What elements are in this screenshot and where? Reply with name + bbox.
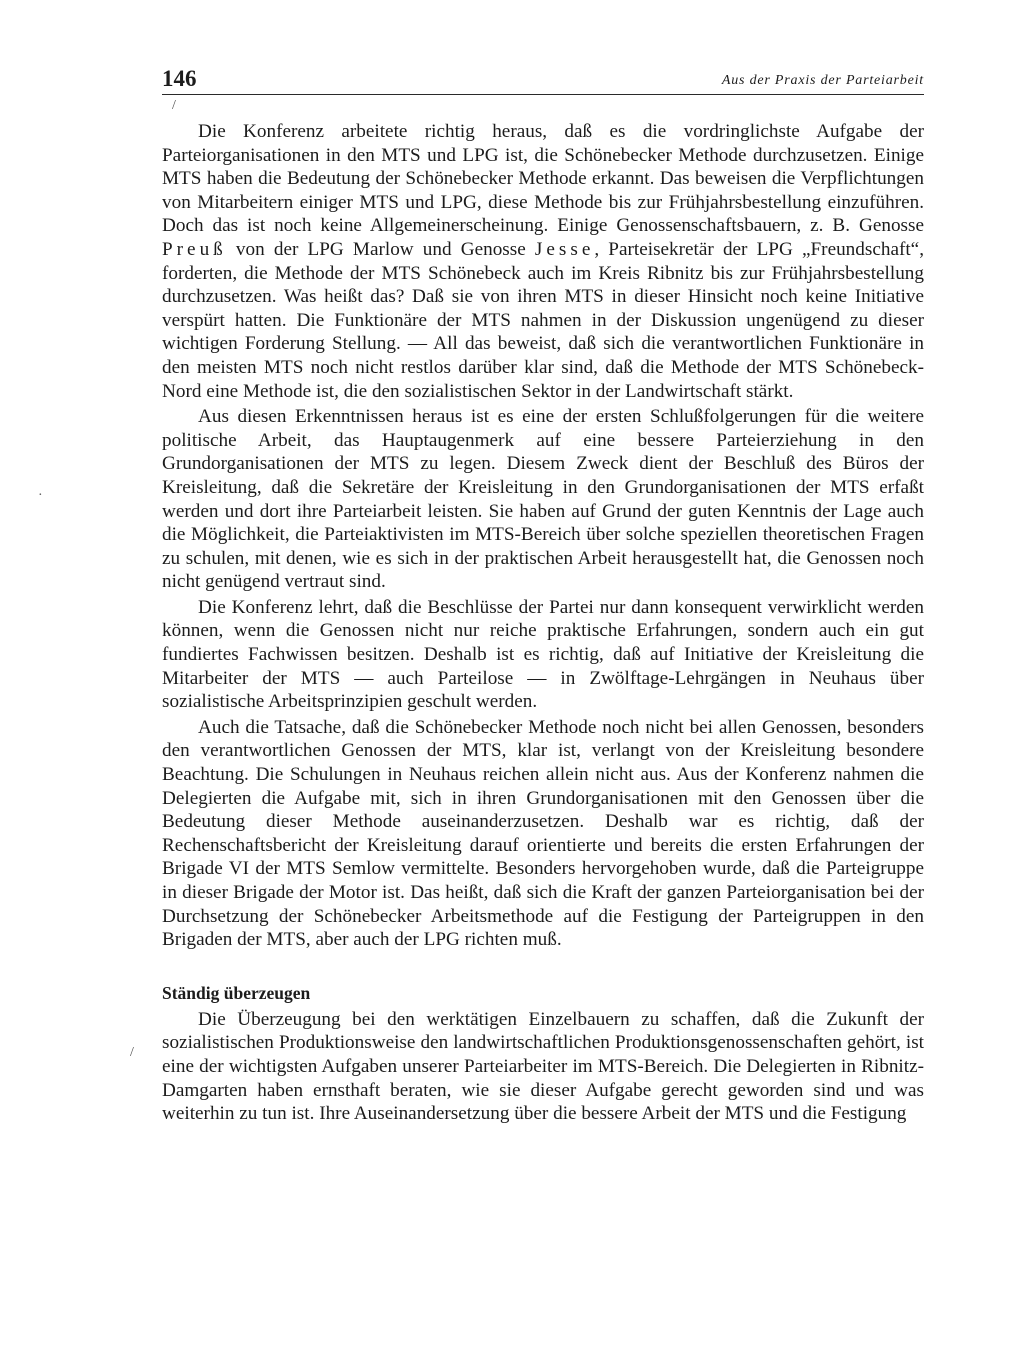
running-header	[162, 66, 924, 95]
margin-slash-mark: /	[172, 98, 176, 113]
paragraph-3: Die Konferenz lehrt, daß die Beschlüsse der Partei nur dann konsequent verwirklicht werden können, wenn die Genossen nicht nur reiche praktische Erfahrungen, sondern auch ein gut fundiertes Fachwissen besitzen. Deshalb ist es richtig, daß auf Initiative der Kreisleitung die Mitarbeiter der MTS — auch Parteilose — in Zwölftage-Lehrgängen in Neuhaus über sozialistische Arbeitsprinzipien geschult werden.	[162, 596, 924, 713]
section-paragraph: Die Überzeugung bei den werktätigen Einzelbauern zu schaffen, daß die Zukunft der sozialistischen Produktionsweise den landwirtschaftlichen Produktionsgenossenschaften gehört, ist eine der wichtigsten Aufgaben unserer Parteiarbeiter im MTS-Bereich. Die Delegierten in Ribnitz-Damgarten haben ernsthaft beraten, wie sie dieser Aufgabe gerecht geworden sind und was weiterhin zu tun ist. Ihre Auseinandersetzung über die bessere Arbeit der MTS und die Festigung	[162, 1008, 924, 1125]
name-preuss: Preuß	[162, 238, 227, 260]
paragraph-2: Aus diesen Erkenntnissen heraus ist es eine der ersten Schlußfolgerungen für die weitere politische Arbeit, das Hauptaugenmerk auf eine bessere Parteierziehung in den Grundorganisationen der MTS zu legen. Diesem Zweck dient der Beschluß des Büros der Kreisleitung, daß die Sekretäre der Kreisleitung in den Grundorganisationen der MTS erfaßt werden und dort ihre Parteiarbeit leisten. Sie haben auf Grund der guten Kenntnis der Lage auch die Möglichkeit, die Parteiaktivisten im MTS-Bereich über solche speziellen theoretischen Fragen zu schulen, mit denen, wie es sich in der praktischen Arbeit herausgestellt hat, die Genossen noch nicht genügend vertraut sind.	[162, 406, 924, 593]
paragraph-1-text-end: , Parteisekretär der LPG „Freundschaft“, forderten, die Methode der MTS Schönebeck auch im Kreis Ribnitz bis zur Frühjahrsbestellung durchzusetzen. Was heißt das? Daß sie von ihren MTS in dieser Hinsicht noch keine Initiative verspürt hatten. Die Funktionäre der MTS nahmen in der Diskussion ungenügend zu dieser wichtigen Forderung Stellung. — All das beweist, daß sich die verantwortlichen Funktionäre in den meisten MTS noch nicht restlos darüber klar sind, daß die Methode der MTS Schönebeck-Nord eine Methode ist, die den sozialistischen Sektor in der Landwirtschaft stärkt.	[162, 238, 924, 402]
page-number: 146	[162, 66, 197, 91]
name-jesse: Jesse	[534, 238, 595, 260]
margin-dot-mark: ·	[38, 488, 43, 503]
section-heading: Ständig überzeugen	[162, 982, 311, 1003]
paragraph-1-text: Die Konferenz arbeitete richtig heraus, daß es die vordringlichste Aufgabe der Parteiorganisationen in den MTS und LPG ist, die Schönebecker Methode durchzusetzen. Einige MTS haben die Bedeutung der Schönebecker Methode erkannt. Das beweisen die Verpflichtungen von Mitarbeitern einiger MTS und LPG, diese Methode bis zur Frühjahrsbestellung einzuführen. Doch das ist noch keine Allgemeinerscheinung. Einige Genossenschaftsbauern, z. B. Genosse	[162, 121, 924, 237]
paragraph-4: Auch die Tatsache, daß die Schönebecker Methode noch nicht bei allen Genossen, besonders den verantwortlichen Genossen der MTS, klar ist, verlangt von der Kreisleitung besondere Beachtung. Die Schulungen in Neuhaus reichen allein nicht aus. Aus der Konferenz nahmen die Delegierten die Aufgabe mit, sich in ihren Grundorganisationen mit den Genossen über die Bedeutung dieser Methode auseinanderzusetzen. Deshalb war es richtig, daß der Rechenschaftsbericht der Kreisleitung darauf orientierte und bereits die ersten Erfahrungen der Brigade VI der MTS Semlow vermittelte. Besonders hervorgehoben wurde, daß die Parteigruppe in dieser Brigade der Motor ist. Das heißt, daß sich die Kraft der ganzen Parteiorganisation bei der Durchsetzung der Schönebecker Arbeitsmethode auf die Festigung der Parteigruppen in den Brigaden der MTS, aber auch der LPG richten muß.	[162, 716, 924, 951]
body-text	[162, 120, 924, 1126]
paragraph-1-text-mid: von der LPG Marlow und Genosse	[226, 238, 535, 260]
margin-slash-mark: /	[130, 1045, 134, 1060]
running-title: Aus der Praxis der Parteiarbeit	[721, 73, 924, 88]
paragraph-1	[162, 120, 924, 403]
